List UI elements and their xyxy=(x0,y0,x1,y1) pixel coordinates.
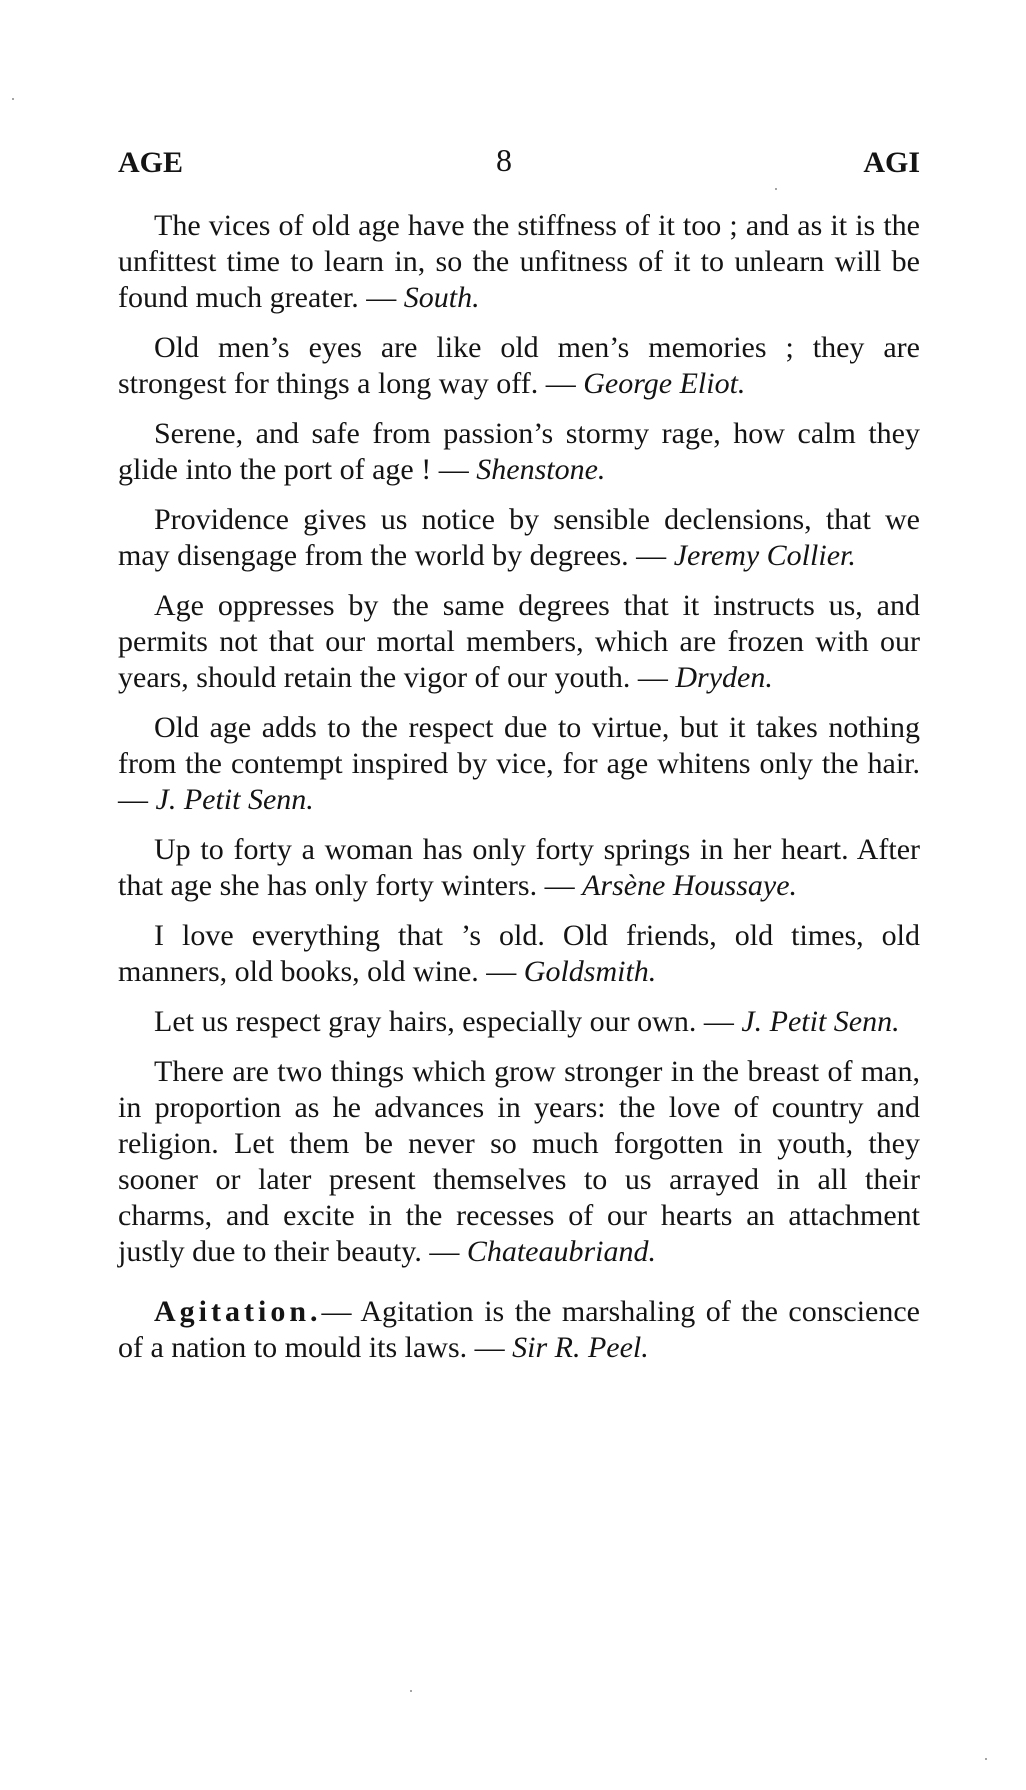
paper-speck xyxy=(985,1758,987,1760)
quote-paragraph xyxy=(118,416,920,488)
quote-author: Sir R. Peel. xyxy=(512,1331,649,1364)
quote-paragraph xyxy=(118,832,920,904)
running-header xyxy=(118,142,920,186)
quote-author: Shenstone. xyxy=(476,453,606,486)
quote-paragraph xyxy=(118,588,920,696)
quote-text: Old men’s eyes are like old men’s memories ; they are strongest for things a long way off. — xyxy=(118,331,920,400)
header-right-guide-word: AGI xyxy=(863,146,920,179)
quote-text: Serene, and safe from passion’s stormy rage, how calm they glide into the port of age ! — xyxy=(118,417,920,486)
paper-speck xyxy=(775,188,777,190)
quote-text: Up to forty a woman has only forty springs in her heart. After that age she has only forty winters. — xyxy=(118,833,920,902)
quote-text: Age oppresses by the same degrees that it instructs us, and permits not that our mortal members, which are frozen with our years, should retain the vigor of our youth. — xyxy=(118,589,920,694)
quote-text: — Agitation is the marshaling of the conscience of a nation to mould its laws. — xyxy=(118,1295,920,1364)
quote-author: J. Petit Senn. xyxy=(741,1005,900,1038)
quote-author: George Eliot. xyxy=(583,367,746,400)
quotations-body xyxy=(118,208,920,1380)
quote-author: Goldsmith. xyxy=(523,955,657,988)
quote-text: There are two things which grow stronger in the breast of man, in proportion as he advances in years: the love of country and religion. Let them be never so much forgotten in youth, they sooner or later present themselves to us arrayed in all their charms, and excite in the recesses of our hearts an attachment justly due to their beauty. — xyxy=(118,1055,920,1268)
quote-paragraph xyxy=(118,918,920,990)
quote-paragraph xyxy=(118,502,920,574)
quote-paragraph xyxy=(118,710,920,818)
topic-entry xyxy=(118,1294,920,1366)
quote-paragraph xyxy=(118,208,920,316)
page-number: 8 xyxy=(496,142,512,178)
quote-author: Jeremy Collier. xyxy=(673,539,856,572)
quote-text: The vices of old age have the stiffness of it too ; and as it is the unfittest time to learn in, so the unfitness of it to unlearn will be found much greater. — xyxy=(118,209,920,314)
header-left-guide-word: AGE xyxy=(118,146,184,179)
topic-heading: Agitation. xyxy=(154,1295,322,1328)
quote-author: Chateaubriand. xyxy=(466,1235,656,1268)
quote-author: J. Petit Senn. xyxy=(155,783,314,816)
paper-speck xyxy=(12,98,14,100)
quote-text: Old age adds to the respect due to virtue, but it takes nothing from the contempt inspired by vice, for age whitens only the hair. — xyxy=(118,711,920,816)
quote-paragraph xyxy=(118,1004,920,1040)
quote-paragraph xyxy=(118,1054,920,1270)
quote-author: Arsène Houssaye. xyxy=(582,869,798,902)
quote-text: Let us respect gray hairs, especially our own. — xyxy=(154,1005,742,1038)
quote-paragraph xyxy=(118,330,920,402)
quote-text: I love everything that ’s old. Old friends, old times, old manners, old books, old wine. — xyxy=(118,919,920,988)
quote-text: Providence gives us notice by sensible declensions, that we may disengage from the world by degrees. — xyxy=(118,503,920,572)
quote-author: Dryden. xyxy=(675,661,773,694)
paper-speck xyxy=(410,1690,412,1692)
quote-author: South. xyxy=(403,281,480,314)
